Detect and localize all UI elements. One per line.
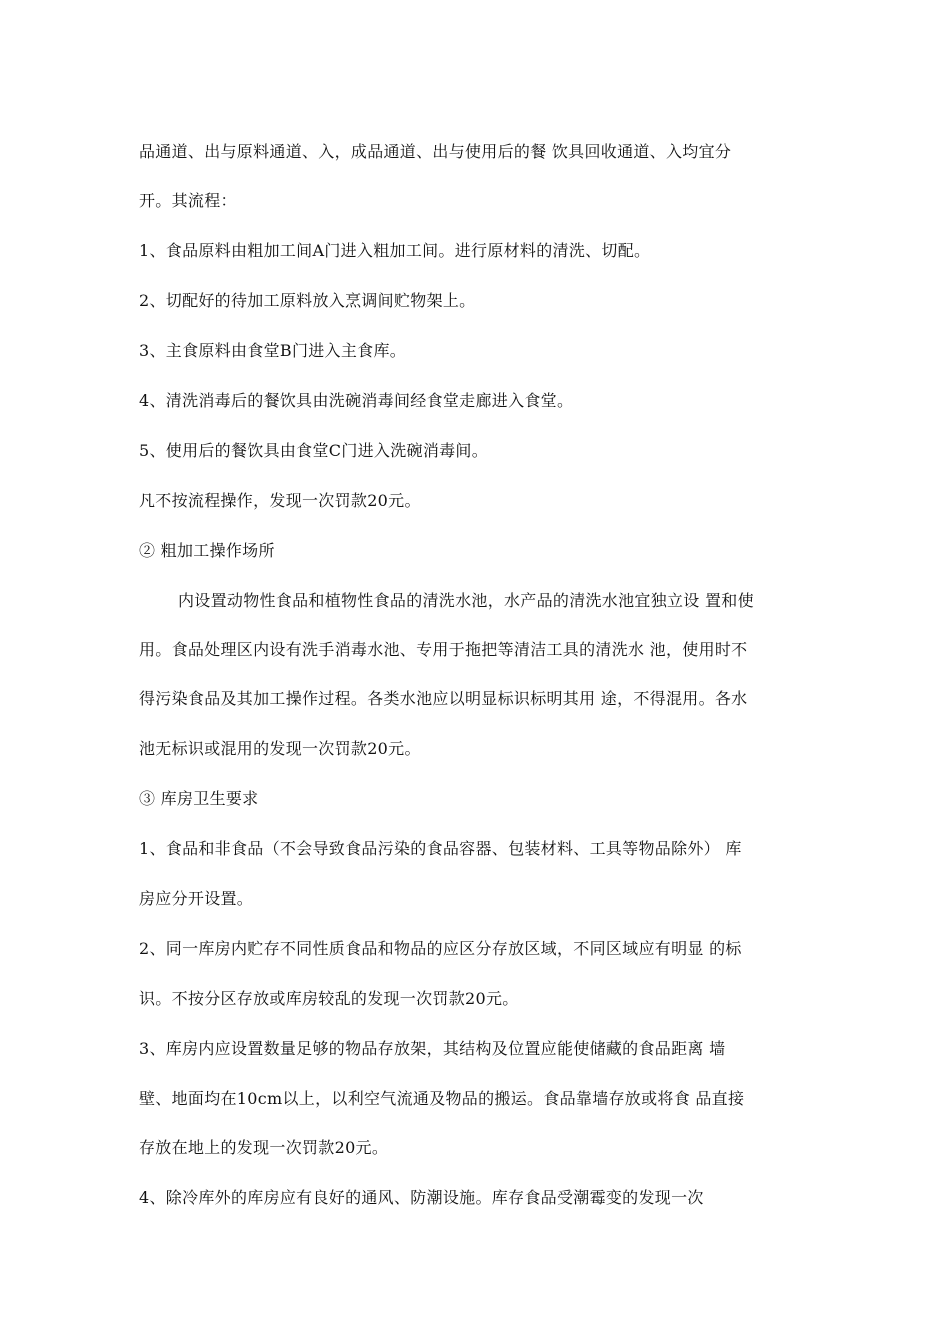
text-line: 1、食品原料由粗加工间A门进入粗加工间。进行原材料的清洗、切配。 xyxy=(139,241,651,260)
text-line: 开。其流程： xyxy=(139,191,237,210)
text-line: 得污染食品及其加工操作过程。各类水池应以明显标识标明其用 途，不得混用。各水 xyxy=(139,689,748,708)
section-heading: ③ 库房卫生要求 xyxy=(139,789,259,808)
text-line: 5、使用后的餐饮具由食堂C门进入洗碗消毒间。 xyxy=(139,441,489,460)
text-line: 房应分开设置。 xyxy=(139,889,254,908)
text-line: 凡不按流程操作，发现一次罚款20元。 xyxy=(139,491,421,510)
text-line: 存放在地上的发现一次罚款20元。 xyxy=(139,1138,389,1157)
text-line: 池无标识或混用的发现一次罚款20元。 xyxy=(139,739,421,758)
text-line: 品通道、出与原料通道、入，成品通道、出与使用后的餐 饮具回收通道、入均宜分 xyxy=(139,142,732,161)
text-line: 2、同一库房内贮存不同性质食品和物品的应区分存放区域，不同区域应有明显 的标 xyxy=(139,939,742,958)
text-line: 识。不按分区存放或库房较乱的发现一次罚款20元。 xyxy=(139,989,519,1008)
text-line: 壁、地面均在10cm以上，以利空气流通及物品的搬运。食品靠墙存放或将食 品直接 xyxy=(139,1089,745,1108)
text-line: 用。食品处理区内设有洗手消毒水池、专用于拖把等清洁工具的清洗水 池，使用时不 xyxy=(139,640,748,659)
section-heading: ② 粗加工操作场所 xyxy=(139,541,275,560)
text-line: 4、清洗消毒后的餐饮具由洗碗消毒间经食堂走廊进入食堂。 xyxy=(139,391,574,410)
text-line: 4、除冷库外的库房应有良好的通风、防潮设施。库存食品受潮霉变的发现一次 xyxy=(139,1188,704,1207)
text-line: 1、食品和非食品（不会导致食品污染的食品容器、包装材料、工具等物品除外） 库 xyxy=(139,839,742,858)
text-line: 3、主食原料由食堂B门进入主食库。 xyxy=(139,341,407,360)
text-line: 2、切配好的待加工原料放入烹调间贮物架上。 xyxy=(139,291,476,310)
text-line: 内设置动物性食品和植物性食品的清洗水池，水产品的清洗水池宜独立设 置和使 xyxy=(178,591,754,610)
text-line: 3、库房内应设置数量足够的物品存放架，其结构及位置应能使储藏的食品距离 墙 xyxy=(139,1039,726,1058)
